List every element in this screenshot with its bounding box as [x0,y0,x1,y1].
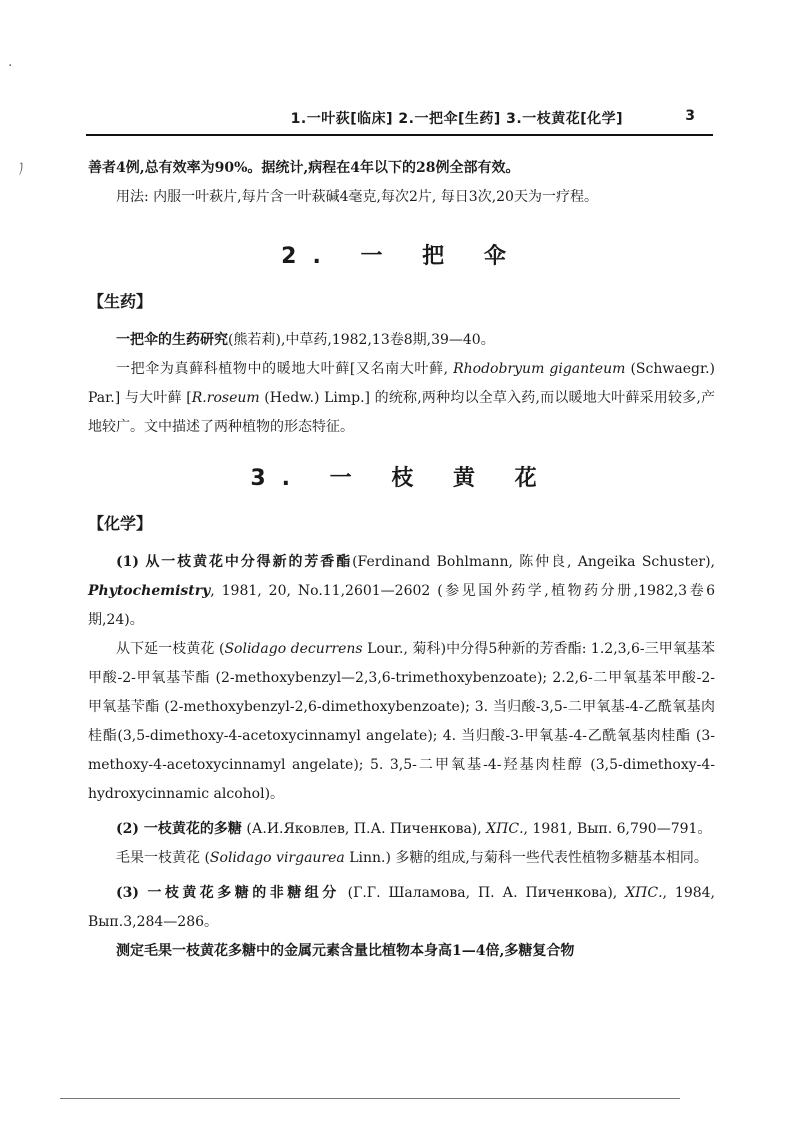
journal-name: Phytochemistry [88,583,211,599]
body-text: Lour., 菊科)中分得5种新的芳香酯: 1.2,3,6-三甲氧基苯甲酸-2-甲氧基苄酯 (2-methoxybenzyl—2,3,6-trimethoxybenzoate); 2.2,6-二甲氧基苯甲酸-2-甲氧基苄酯 (2-methoxybenzyl-2,6-dimethoxybenzoate); 3. 当归酸-3,5-二甲氧基-4-乙酰氧基肉桂酯(3,5-dimethoxy-4-acetoxycinnamyl angelate); 4. 当归酸-3-甲氧基-4-乙酰氧基肉桂酯 (3-methoxy-4-acetoxycinnamyl angelate); 5. 3,5-二甲氧基-4-羟基肉桂醇 (3,5-dimethoxy-4-hydroxycinnamic alcohol)。 [88,641,715,802]
entry3-body: 测定毛果一枝黄花多糖中的金属元素含量比植物本身高1—4倍,多糖复合物 [116,943,575,959]
intro-paragraph-2: 用法: 内服一叶萩片,每片含一叶萩碱4毫克,每次2片, 每日3次,20天为一疗程。 [116,189,598,205]
entry-title: 一把伞的生药研究 [116,332,228,348]
entry2-citation [88,815,715,844]
body-text: 从下延一枝黄花 ( [116,641,225,657]
category-label-chemistry: 【化学】 [88,514,153,533]
header-title: 1.一叶荻[临床] 2.一把伞[生药] 3.一枝黄花[化学] [290,111,623,127]
entry-source: , 1981, 20, No.11,2601—2602 (参见国外药学,植物药分册,1982,3卷6期,24)。 [88,583,715,628]
body-text: 毛果一枝黄花 ( [116,850,210,866]
entry-number: (1) [116,554,139,570]
latin-name: Rhodobryum giganteum [453,361,626,377]
entry2-body [88,844,715,873]
entry-authors: (Г.Г. Шаламова, П. А. Пиченкова), [339,885,618,901]
entry-title: 从一枝黄花中分得新的芳香酯 [145,554,353,570]
body-text: 一把伞为真藓科植物中的暖地大叶藓[又名南大叶藓, [116,361,449,377]
page-content [88,154,715,966]
running-header [86,104,713,136]
entry1-citation [88,548,715,635]
body-text: (Hedw.) Limp.] 的统称,两种均以全草入药,而以暖地大叶藓采用较多,产地较广。文中描述了两种植物的形态特征。 [88,390,715,435]
entry-title: 一枝黄花多糖的非糖组分 [147,885,340,901]
body-text: (Schwaegr.) Par.] 与大叶藓 [ [88,361,716,406]
latin-name: Solidago virgaurea [209,850,345,866]
latin-name: R.roseum [191,390,260,406]
entry-authors: (Ferdinand Bohlmann, 陈仲良, Angeika Schuster), [352,554,715,570]
latin-name: Solidago decurrens [224,641,363,657]
section-heading-3: 3. 一 枝 黄 花 [250,466,553,491]
entry-authors: (А.И.Яковлев, П.А. Пиченкова), [241,821,482,837]
entry-number: (3) [116,885,139,901]
intro-paragraph-1: 善者4例,总有效率为90%。据统计,病程在4年以下的28例全部有效。 [88,160,520,176]
margin-mark: ノ [11,158,32,180]
entry-source: , 1981, Вып. 6,790—791。 [523,821,712,837]
entry3-citation [88,879,715,937]
entry-source: ,中草药,1982,13卷8期,39—40。 [280,332,495,348]
entry-title: 一枝黄花的多糖 [143,821,242,837]
category-label-pharmacognosy: 【生药】 [88,292,153,311]
margin-mark: · [8,58,13,74]
page-number: 3 [685,108,695,124]
entry1-body [88,635,715,809]
section-heading-2: 2. 一 把 伞 [281,244,522,269]
entry-source: , 1984, Вып.3,284—286。 [88,885,716,930]
section2-body [88,355,715,442]
section2-entry-citation [88,326,715,355]
journal-name: ХПС. [617,885,663,901]
body-text: Linn.) 多糖的组成,与菊科一些代表性植物多糖基本相同。 [344,850,708,866]
journal-name: ХПС. [481,821,524,837]
footer-rule [60,1098,680,1099]
entry-author: (熊若莉) [228,332,281,348]
entry-number: (2) [116,821,139,837]
